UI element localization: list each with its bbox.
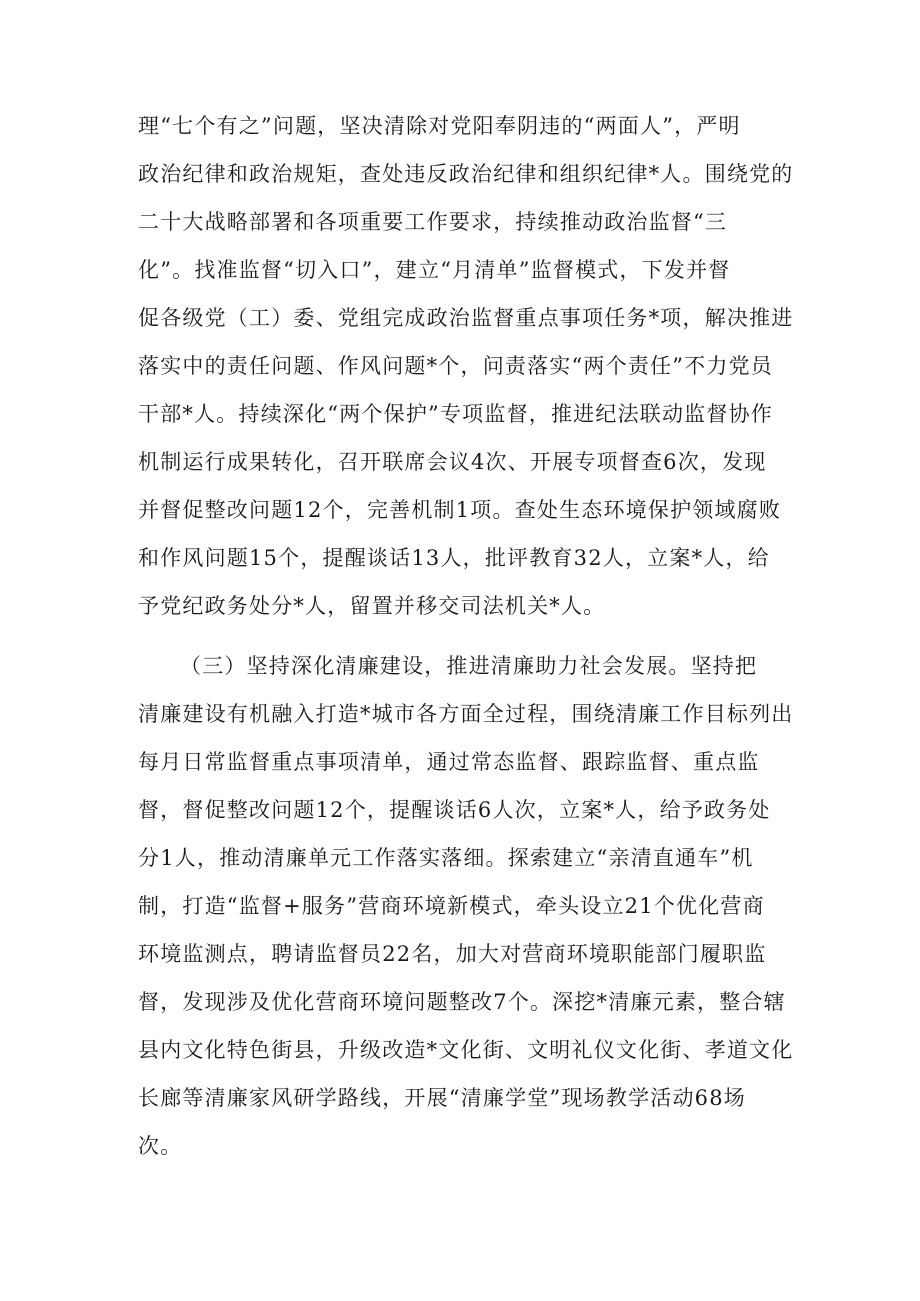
text-line: 清廉建设有机融入打造*城市各方面全过程，围绕清廉工作目标列出 — [138, 702, 794, 726]
text-line: （三）坚持深化清廉建设，推进清廉助力社会发展。坚持把 — [180, 654, 758, 678]
text-line: 分1人，推动清廉单元工作落实落细。探索建立“亲清直通车”机 — [138, 846, 754, 870]
document-body — [138, 102, 802, 1170]
text-line: 和作风问题15个，提醒谈话13人，批评教育32人，立案*人，给 — [138, 546, 770, 570]
text-line: 机制运行成果转化，召开联席会议4次、开展专项督查6次，发现 — [138, 450, 767, 474]
text-line: 落实中的责任问题、作风问题*个，问责落实“两个责任”不力党员 — [138, 354, 773, 378]
text-line: 予党纪政务处分*人，留置并移交司法机关*人。 — [138, 594, 606, 618]
text-line: 县内文化特色街县，升级改造*文化街、文明礼仪文化街、孝道文化 — [138, 1038, 794, 1062]
text-line: 二十大战略部署和各项重要工作要求，持续推动政治监督“三 — [138, 210, 728, 234]
text-line: 每月日常监督重点事项清单，通过常态监督、跟踪监督、重点监 — [138, 750, 760, 774]
paragraph-clean-government — [138, 642, 802, 1170]
text-line: 督，督促整改问题12个，提醒谈话6人次，立案*人，给予政务处 — [138, 798, 771, 822]
text-line: 政治纪律和政治规矩，查处违反政治纪律和组织纪律*人。围绕党的 — [138, 162, 794, 186]
text-line: 促各级党（工）委、党组完成政治监督重点事项任务*项，解决推进 — [138, 306, 794, 330]
text-line: 督，发现涉及优化营商环境问题整改7个。深挖*清廉元素，整合辖 — [138, 990, 786, 1014]
text-line: 并督促整改问题12个，完善机制1项。查处生态环境保护领域腐败 — [138, 498, 782, 522]
text-line: 长廊等清廉家风研学路线，开展“清廉学堂”现场教学活动68场 — [138, 1086, 746, 1110]
text-line: 干部*人。持续深化“两个保护”专项监督，推进纪法联动监督协作 — [138, 402, 773, 426]
text-line: 制，打造“监督+服务”营商环境新模式，牵头设立21个优化营商 — [138, 894, 765, 918]
text-line: 化”。找准监督“切入口”，建立“月清单”监督模式，下发并督 — [138, 258, 731, 282]
text-line: 环境监测点，聘请监督员22名，加大对营商环境职能部门履职监 — [138, 942, 767, 966]
paragraph-political-supervision — [138, 102, 802, 630]
text-line: 次。 — [138, 1134, 183, 1158]
paragraph-spacer — [138, 630, 802, 642]
text-line: 理“七个有之”问题，坚决清除对党阳奉阴违的“两面人”，严明 — [138, 114, 741, 138]
